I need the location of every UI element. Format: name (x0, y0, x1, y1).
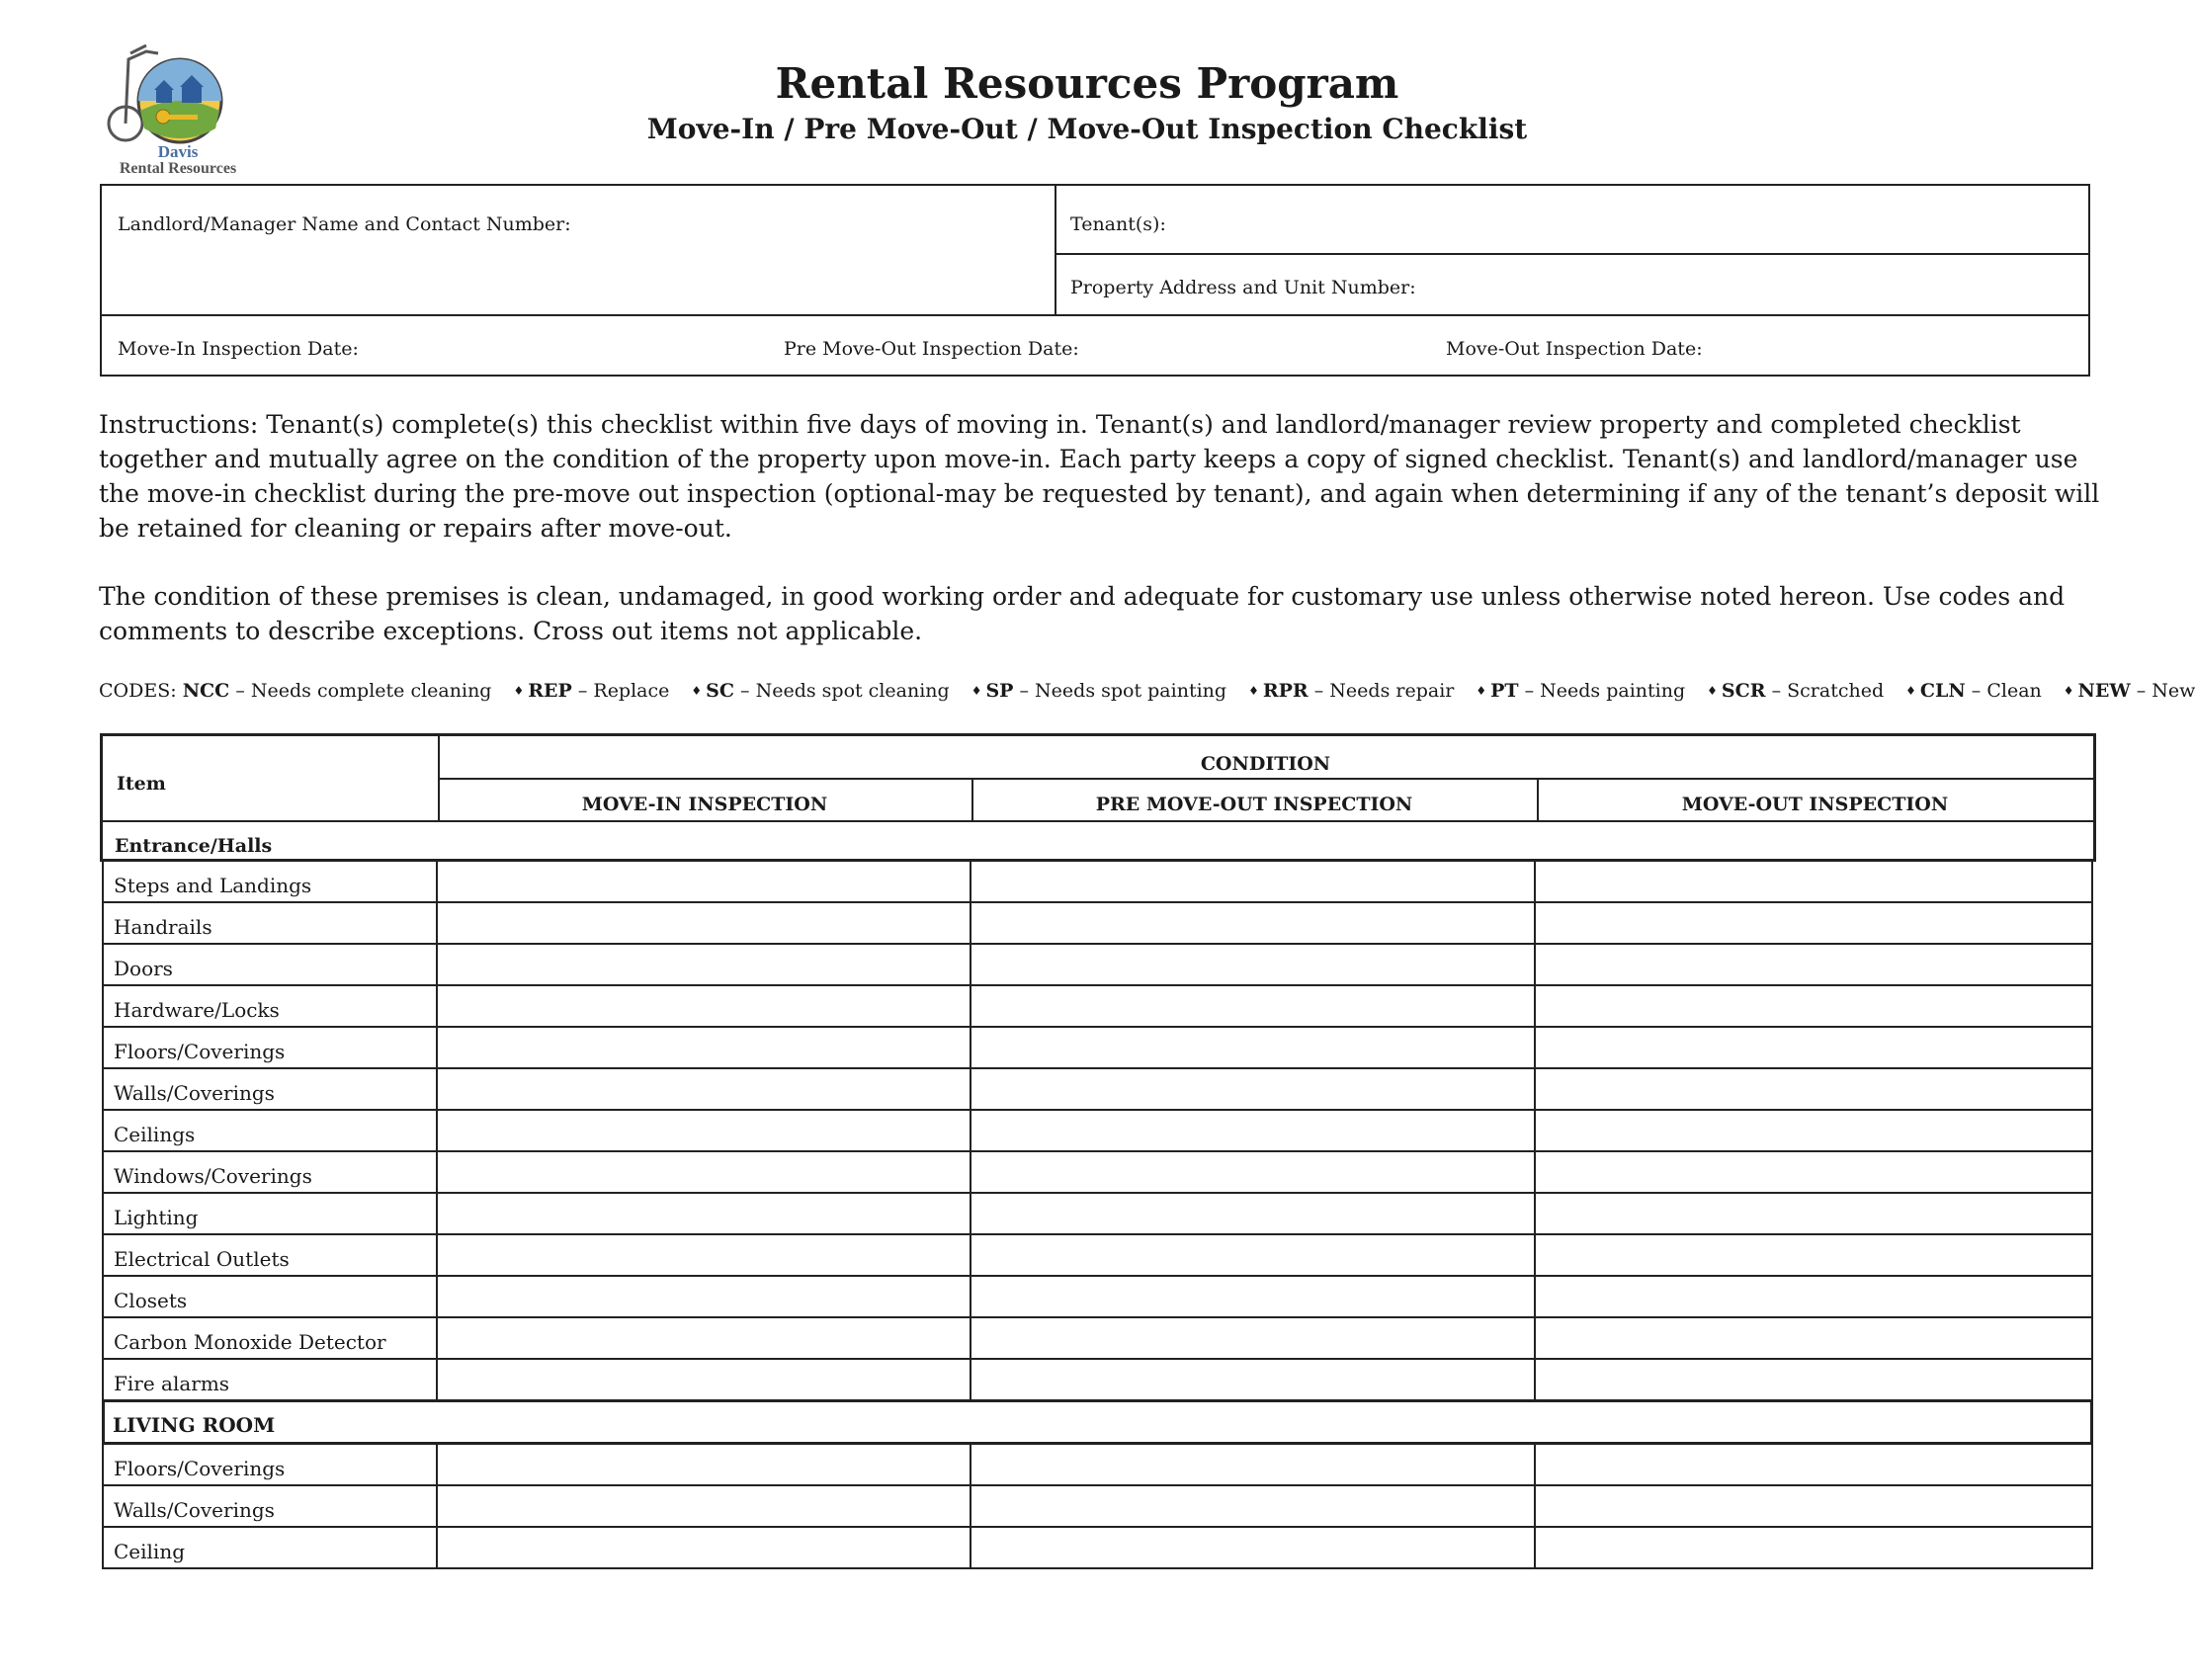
code-item: PT – Needs painting (1490, 680, 1686, 702)
info-box (100, 184, 2090, 377)
table-row (102, 1235, 2093, 1277)
item-label: Ceilings (114, 1123, 196, 1146)
move-out-cell[interactable] (1534, 945, 2095, 984)
item-label: Lighting (114, 1206, 199, 1229)
move-out-cell[interactable] (1534, 1152, 2095, 1192)
code-item: REP – Replace (528, 680, 670, 702)
item-label: Walls/Coverings (114, 1498, 275, 1522)
move-in-cell[interactable] (436, 1277, 970, 1316)
item-label: Electrical Outlets (114, 1247, 290, 1271)
move-in-cell[interactable] (436, 1445, 970, 1484)
pre-move-out-cell[interactable] (970, 1277, 1534, 1316)
table-row (102, 986, 2093, 1028)
table-row (102, 1486, 2093, 1528)
item-label: Fire alarms (114, 1372, 230, 1395)
table-header (100, 733, 2096, 862)
item-label: Hardware/Locks (114, 998, 280, 1022)
move-in-cell[interactable] (436, 1486, 970, 1526)
move-out-cell[interactable] (1534, 1235, 2095, 1275)
section-rows (102, 1445, 2093, 1569)
move-in-cell[interactable] (436, 1528, 970, 1567)
table-row (102, 1069, 2093, 1111)
pre-move-out-cell[interactable] (970, 945, 1534, 984)
move-in-cell[interactable] (436, 945, 970, 984)
move-out-cell[interactable] (1534, 1486, 2095, 1526)
table-row (102, 1360, 2093, 1401)
pre-move-out-cell[interactable] (970, 1318, 1534, 1358)
pre-move-out-date-label[interactable]: Pre Move-Out Inspection Date: (784, 338, 1079, 360)
landlord-label[interactable]: Landlord/Manager Name and Contact Number: (118, 213, 571, 235)
item-label: Handrails (114, 915, 212, 939)
diamond-bullet-icon: ♦ (971, 684, 982, 698)
code-item: CLN – Clean (1919, 680, 2042, 702)
pre-move-out-cell[interactable] (970, 986, 1534, 1026)
table-row (102, 903, 2093, 945)
condition-paragraph: The condition of these premises is clean, undamaged, in good working order and adequate for customary use unless otherwise noted hereon. Use codes and comments to describe exceptions. Cross out items not applicable. (99, 582, 2066, 645)
condition-header: CONDITION (1200, 753, 1331, 775)
diamond-bullet-icon: ♦ (1707, 684, 1718, 698)
move-out-cell[interactable] (1534, 1111, 2095, 1150)
move-out-cell[interactable] (1534, 1360, 2095, 1399)
pre-move-out-cell[interactable] (970, 1194, 1534, 1233)
move-out-column-header: MOVE-OUT INSPECTION (1681, 794, 1949, 815)
item-label: Floors/Coverings (114, 1040, 286, 1063)
move-in-cell[interactable] (436, 1028, 970, 1067)
table-row (102, 862, 2093, 903)
move-out-cell[interactable] (1534, 1194, 2095, 1233)
pre-move-out-cell[interactable] (970, 1111, 1534, 1150)
item-label: Floors/Coverings (114, 1457, 286, 1480)
move-out-date-label[interactable]: Move-Out Inspection Date: (1446, 338, 1703, 360)
pre-move-out-cell[interactable] (970, 1360, 1534, 1399)
table-row (102, 1528, 2093, 1569)
move-out-cell[interactable] (1534, 862, 2095, 901)
move-in-cell[interactable] (436, 1194, 970, 1233)
move-in-cell[interactable] (436, 1152, 970, 1192)
move-in-cell[interactable] (436, 862, 970, 901)
code-item: NCC – Needs complete cleaning (182, 680, 492, 702)
move-out-cell[interactable] (1534, 1528, 2095, 1567)
table-row (102, 1277, 2093, 1318)
table-row (102, 1194, 2093, 1235)
item-label: Closets (114, 1289, 188, 1312)
page-subtitle: Move-In / Pre Move-Out / Move-Out Inspection Checklist (646, 113, 1528, 145)
pre-move-out-cell[interactable] (970, 1528, 1534, 1567)
table-row (102, 1445, 2093, 1486)
codes-legend: CODES: NCC – Needs complete cleaning ♦ REP – Replace ♦ SC – Needs spot cleaning ♦ SP – Needs spot painting ♦ RPR – Needs repair ♦ PT – Needs painting ♦ SCR – Scratched ♦ CLN – Clean ♦ NEW – New (99, 680, 2195, 702)
table-row (102, 1152, 2093, 1194)
diamond-bullet-icon: ♦ (691, 684, 703, 698)
tenants-label[interactable]: Tenant(s): (1070, 213, 1166, 235)
move-in-cell[interactable] (436, 986, 970, 1026)
section-rows (102, 862, 2093, 1401)
move-in-cell[interactable] (436, 1235, 970, 1275)
table-row (102, 1028, 2093, 1069)
move-out-cell[interactable] (1534, 1277, 2095, 1316)
item-label: Carbon Monoxide Detector (114, 1330, 386, 1354)
section-label: LIVING ROOM (113, 1413, 276, 1437)
diamond-bullet-icon: ♦ (513, 684, 525, 698)
move-out-cell[interactable] (1534, 986, 2095, 1026)
pre-move-out-cell[interactable] (970, 1445, 1534, 1484)
svg-text:Davis: Davis (157, 142, 199, 161)
code-item: NEW – New (2077, 680, 2195, 702)
pre-move-out-cell[interactable] (970, 1486, 1534, 1526)
pre-move-out-cell[interactable] (970, 1235, 1534, 1275)
move-out-cell[interactable] (1534, 903, 2095, 943)
table-row (102, 1111, 2093, 1152)
move-out-cell[interactable] (1534, 1069, 2095, 1109)
svg-text:Rental Resources: Rental Resources (119, 160, 237, 177)
move-in-cell[interactable] (436, 903, 970, 943)
move-in-cell[interactable] (436, 1111, 970, 1150)
instructions-paragraph: Instructions: Tenant(s) complete(s) this checklist within five days of moving in. Tenant(s) and landlord/manager review property and completed checklist together and mutually agree on the condition of the property upon move-in. Each party keeps a copy of signed checklist. Tenant(s) and landlord/manager use the move-in checklist during the pre-move out inspection (optional-may be requested by tenant), and again when determining if any of the tenant’s deposit will be retained for cleaning or repairs after move-out. (99, 410, 2100, 543)
move-in-cell[interactable] (436, 1069, 970, 1109)
section-header (102, 1399, 2093, 1445)
pre-move-out-cell[interactable] (970, 1152, 1534, 1192)
move-in-cell[interactable] (436, 1360, 970, 1399)
diamond-bullet-icon: ♦ (1905, 684, 1916, 698)
move-in-cell[interactable] (436, 1318, 970, 1358)
code-item: SP – Needs spot painting (985, 680, 1227, 702)
move-out-cell[interactable] (1534, 1318, 2095, 1358)
item-label: Walls/Coverings (114, 1081, 275, 1105)
pre-move-out-column-header: PRE MOVE-OUT INSPECTION (1095, 794, 1413, 815)
diamond-bullet-icon: ♦ (2063, 684, 2074, 698)
item-label: Ceiling (114, 1540, 186, 1563)
section-entrance-halls: Entrance/Halls (115, 835, 273, 857)
item-label: Doors (114, 957, 173, 980)
diamond-bullet-icon: ♦ (1476, 684, 1487, 698)
table-row (102, 945, 2093, 986)
code-item: RPR – Needs repair (1262, 680, 1455, 702)
table-row (102, 1318, 2093, 1360)
address-label[interactable]: Property Address and Unit Number: (1070, 277, 1416, 298)
code-item: SCR – Scratched (1721, 680, 1885, 702)
item-header: Item (117, 773, 166, 795)
pre-move-out-cell[interactable] (970, 862, 1534, 901)
item-label: Windows/Coverings (114, 1164, 312, 1188)
diamond-bullet-icon: ♦ (1248, 684, 1259, 698)
move-in-column-header: MOVE-IN INSPECTION (581, 794, 828, 815)
pre-move-out-cell[interactable] (970, 903, 1534, 943)
page-title: Rental Resources Program (775, 59, 1399, 108)
item-label: Steps and Landings (114, 874, 312, 897)
pre-move-out-cell[interactable] (970, 1069, 1534, 1109)
code-item: SC – Needs spot cleaning (706, 680, 950, 702)
pre-move-out-cell[interactable] (970, 1028, 1534, 1067)
move-out-cell[interactable] (1534, 1445, 2095, 1484)
move-out-cell[interactable] (1534, 1028, 2095, 1067)
move-in-date-label[interactable]: Move-In Inspection Date: (118, 338, 359, 360)
